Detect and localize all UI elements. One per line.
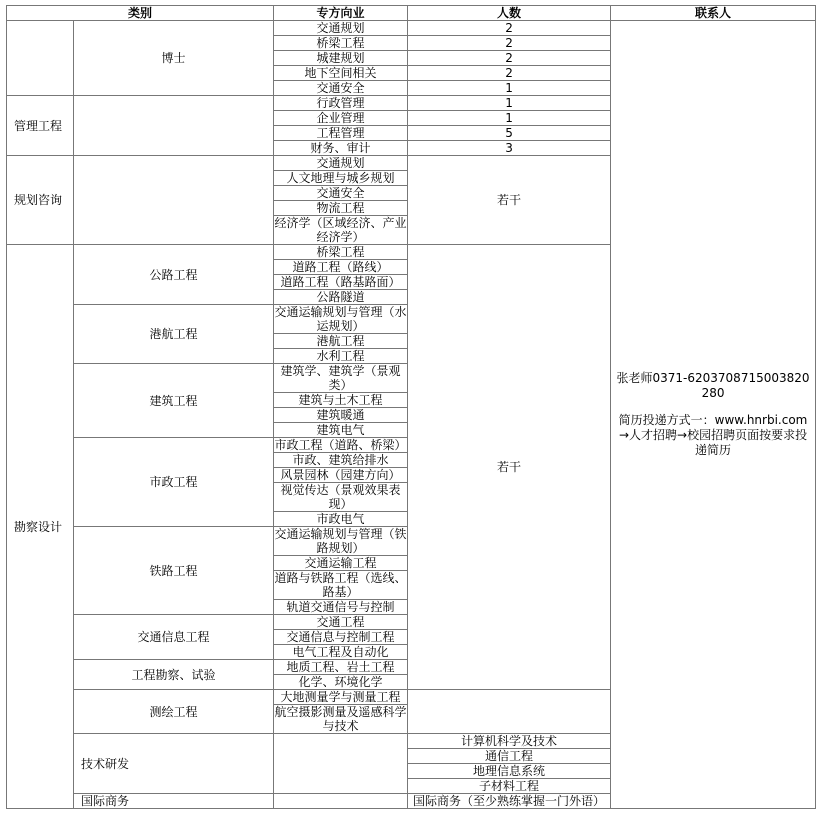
major-cell: 交通工程 xyxy=(274,615,408,630)
major-cell: 化学、环境化学 xyxy=(274,675,408,690)
major-cell: 公路隧道 xyxy=(274,290,408,305)
subcategory-cell: 交通信息工程 xyxy=(74,615,274,660)
major-cell: 建筑暖通 xyxy=(274,408,408,423)
contact-name: 张老师0371-62037087150038202​80 xyxy=(616,371,810,400)
category-cell: 勘察设计 xyxy=(7,245,74,809)
count-cell: 1 xyxy=(408,111,611,126)
subcategory-cell-empty xyxy=(274,734,408,794)
table-row xyxy=(7,21,816,36)
major-cell: 桥梁工程 xyxy=(274,36,408,51)
major-cell: 市政电气 xyxy=(274,512,408,527)
major-cell: 地理信息系统 xyxy=(408,764,611,779)
subcategory-cell: 建筑工程 xyxy=(74,364,274,438)
header-major: 专方向业 xyxy=(274,6,408,21)
count-cell: 3 xyxy=(408,141,611,156)
major-cell: 风景园林（园建方向） xyxy=(274,468,408,483)
major-cell: 道路与铁路工程（选线、路基） xyxy=(274,571,407,599)
count-cell: 5 xyxy=(408,126,611,141)
count-cell: 若干 xyxy=(408,245,611,690)
contact-cell xyxy=(611,21,816,809)
category-cell-empty xyxy=(7,21,74,96)
category-cell: 技术研发 xyxy=(74,734,274,794)
major-cell: 工程管理 xyxy=(274,126,408,141)
header-category: 类别 xyxy=(7,6,274,21)
count-cell: 1 xyxy=(408,81,611,96)
major-cell: 物流工程 xyxy=(274,201,408,216)
major-cell: 视觉传达（景观效果表现） xyxy=(274,483,408,512)
subcategory-cell: 铁路工程 xyxy=(74,527,274,615)
subcategory-cell-empty xyxy=(74,96,274,156)
major-cell: 港航工程 xyxy=(274,334,408,349)
major-cell: 地下空间相关 xyxy=(274,66,408,81)
major-cell: 市政工程（道路、桥梁） xyxy=(274,438,407,452)
major-cell: 航空摄影测量及遥感科学与技术 xyxy=(274,705,407,733)
major-cell: 道路工程（路基路面） xyxy=(274,275,408,290)
major-cell: 建筑学、建筑学（景观类） xyxy=(274,364,408,393)
category-cell: 规划咨询 xyxy=(7,156,74,245)
header-row xyxy=(7,6,816,21)
count-cell: 2 xyxy=(408,51,611,66)
recruitment-table xyxy=(6,5,816,809)
count-cell: 2 xyxy=(408,66,611,81)
major-cell: 建筑电气 xyxy=(274,423,408,438)
subcategory-cell: 测绘工程 xyxy=(74,690,274,734)
count-cell: 若干 xyxy=(408,156,611,245)
count-cell: 2 xyxy=(408,21,611,36)
subcategory-cell: 工程勘察、试验 xyxy=(74,660,274,690)
major-cell: 国际商务（至少熟练掌握一门外语） xyxy=(408,794,611,809)
major-cell: 轨道交通信号与控制 xyxy=(274,600,408,615)
major-cell: 交通规划 xyxy=(274,156,408,171)
major-cell: 交通运输工程 xyxy=(274,556,408,571)
major-cell: 行政管理 xyxy=(274,96,408,111)
major-cell: 地质工程、岩土工程 xyxy=(274,660,408,675)
major-cell: 桥梁工程 xyxy=(274,245,408,260)
subcategory-cell-empty xyxy=(274,794,408,809)
major-cell: 子材料工程 xyxy=(408,779,611,794)
major-cell: 道路工程（路线） xyxy=(274,260,408,275)
count-cell: 1 xyxy=(408,96,611,111)
major-cell: 交通安全 xyxy=(274,81,408,96)
header-contact: 联系人 xyxy=(611,6,816,21)
subcategory-cell: 公路工程 xyxy=(74,245,274,305)
header-count: 人数 xyxy=(408,6,611,21)
subcategory-cell: 市政工程 xyxy=(74,438,274,527)
major-cell: 企业管理 xyxy=(274,111,408,126)
major-cell: 城建规划 xyxy=(274,51,408,66)
major-cell: 计算机科学及技术 xyxy=(408,734,611,749)
category-cell: 管理工程 xyxy=(7,96,74,156)
major-cell: 市政、建筑给排水 xyxy=(274,453,408,468)
major-cell: 经济学（区域经济、产业经济学） xyxy=(274,216,407,244)
major-cell: 电气工程及自动化 xyxy=(274,645,408,660)
major-cell: 大地测量学与测量工程 xyxy=(274,690,408,705)
contact-resume: 简历投递方式一：www.hnrbi.com→人才招聘→校园招聘页面按要求投递简历 xyxy=(618,413,808,457)
major-cell: 交通运输规划与管理（水运规划） xyxy=(274,305,407,333)
major-cell: 交通运输规划与管理（铁路规划） xyxy=(274,527,407,555)
table-container xyxy=(6,5,816,809)
count-cell: 2 xyxy=(408,36,611,51)
subcategory-cell-empty xyxy=(74,156,274,245)
major-cell: 交通安全 xyxy=(274,186,408,201)
major-cell: 交通信息与控制工程 xyxy=(274,630,408,645)
major-cell: 财务、审计 xyxy=(274,141,408,156)
subcategory-cell: 博士 xyxy=(74,21,274,96)
major-cell: 建筑与土木工程 xyxy=(274,393,408,408)
major-cell: 通信工程 xyxy=(408,749,611,764)
major-cell: 水利工程 xyxy=(274,349,408,364)
category-cell: 国际商务 xyxy=(74,794,274,809)
major-cell: 交通规划 xyxy=(274,21,408,36)
major-cell: 人文地理与城乡规划 xyxy=(274,171,408,186)
subcategory-cell: 港航工程 xyxy=(74,305,274,364)
